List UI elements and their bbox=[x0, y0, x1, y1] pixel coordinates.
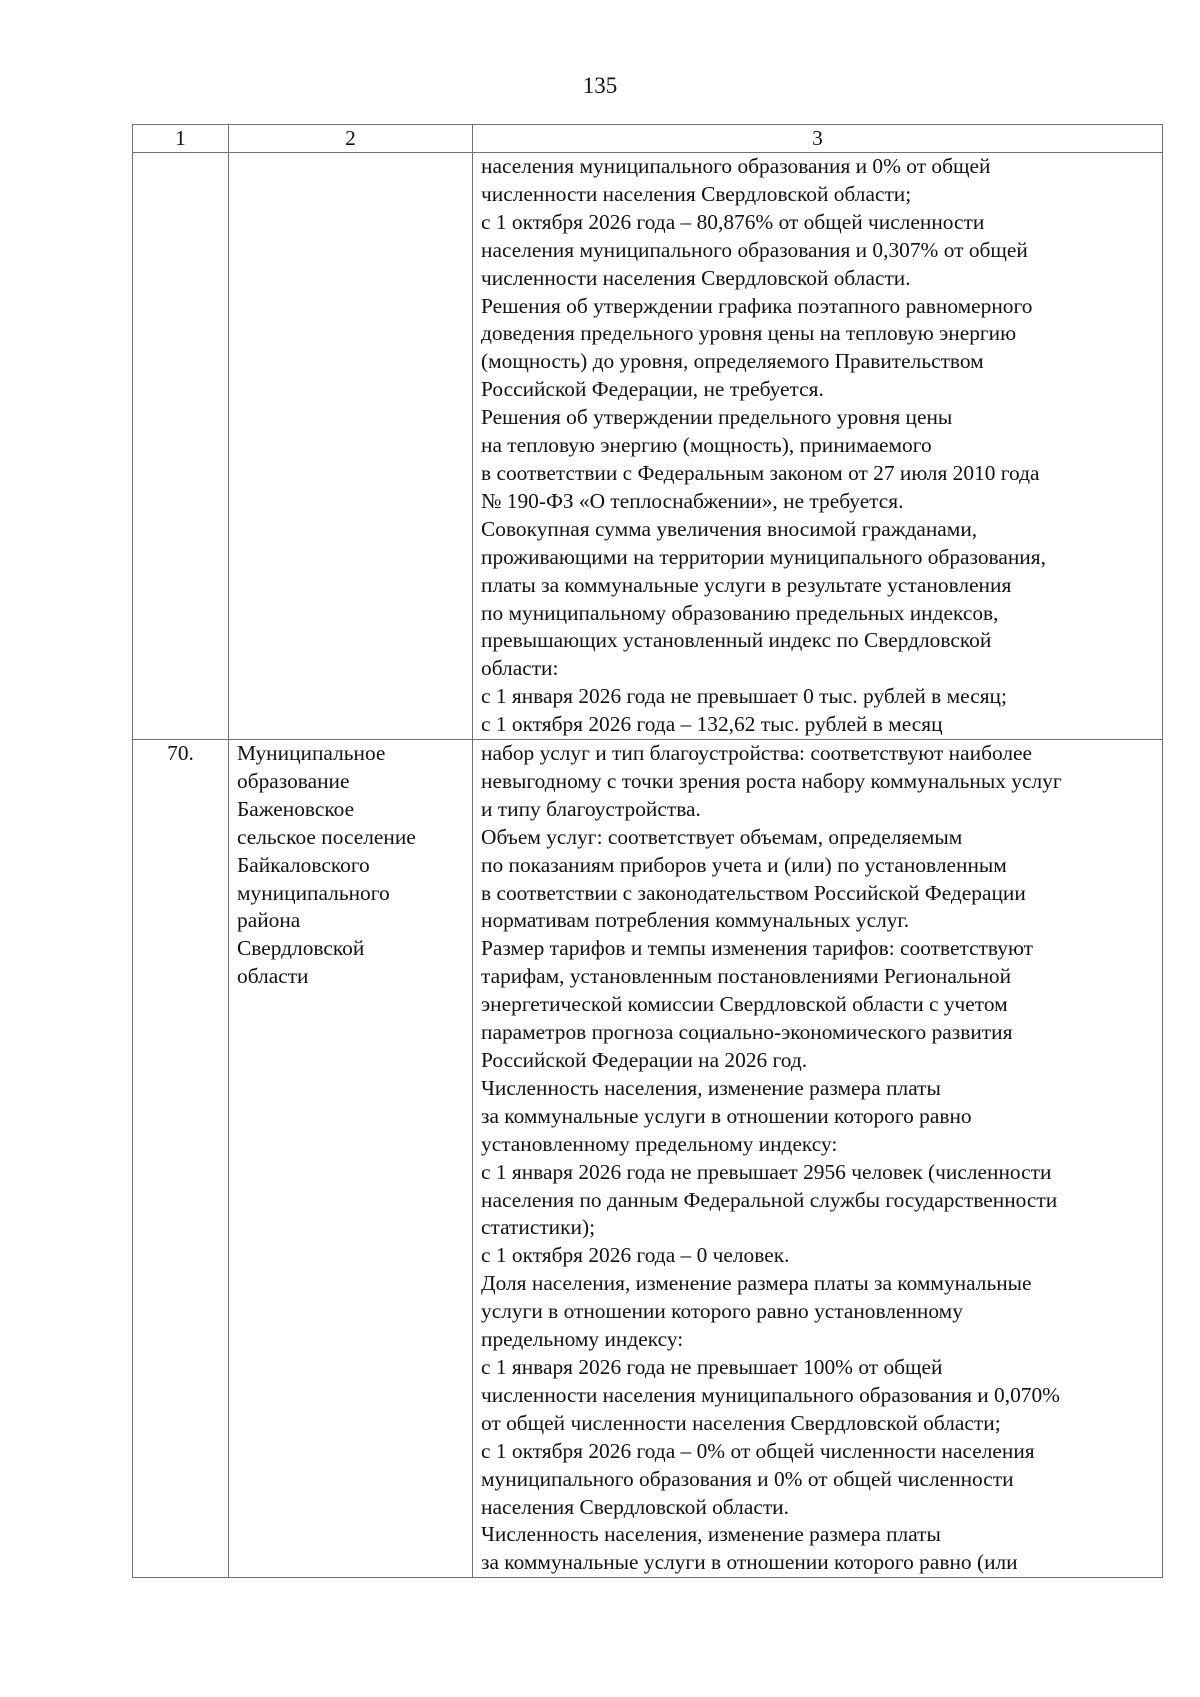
text-line: установленному предельному индексу: bbox=[481, 1131, 838, 1156]
text-line: численности населения муниципального образования и 0,070% bbox=[481, 1382, 1060, 1407]
row-content-cell bbox=[473, 153, 1163, 740]
text-line: доведения предельного уровня цены на тепловую энергию bbox=[481, 321, 1017, 346]
document-table bbox=[132, 124, 1163, 1578]
page-number: 135 bbox=[582, 73, 618, 98]
text-line: нормативам потребления коммунальных услуг. bbox=[481, 908, 910, 933]
row-name-cell bbox=[229, 153, 473, 740]
text-line: населения муниципального образования и 0% от общей bbox=[481, 154, 991, 178]
text-line: невыгодному с точки зрения роста набору коммунальных услуг bbox=[481, 768, 1062, 793]
text-line: Совокупная сумма увеличения вносимой гражданами, bbox=[481, 516, 978, 541]
row-content-cell bbox=[473, 740, 1163, 1578]
text-line: платы за коммунальные услуги в результате установления bbox=[481, 572, 1012, 597]
text-line: от общей численности населения Свердловской области; bbox=[481, 1410, 1001, 1435]
text-line: и типу благоустройства. bbox=[481, 796, 701, 821]
column-header-3: 3 bbox=[473, 125, 1163, 153]
column-header-1: 1 bbox=[133, 125, 229, 153]
text-line: Решения об утверждении предельного уровня цены bbox=[481, 405, 953, 430]
row-name-cell bbox=[229, 740, 473, 1578]
text-line: параметров прогноза социально-экономического развития bbox=[481, 1020, 1013, 1045]
row-number: 70. bbox=[167, 741, 194, 766]
municipality-name-line: Баженовское bbox=[237, 796, 355, 821]
table-row-70 bbox=[133, 740, 1163, 1578]
municipality-name-line: сельское поселение bbox=[237, 824, 416, 849]
table-row-continued bbox=[133, 153, 1163, 740]
text-line: за коммунальные услуги в отношении которого равно bbox=[481, 1103, 972, 1128]
text-line: Объем услуг: соответствует объемам, определяемым bbox=[481, 824, 963, 849]
text-line: Численность населения, изменение размера платы bbox=[481, 1075, 941, 1100]
text-line: с 1 января 2026 года не превышает 0 тыс. рублей в месяц; bbox=[481, 684, 1007, 709]
municipality-name-line: Байкаловского bbox=[237, 852, 370, 877]
text-line: с 1 октября 2026 года – 80,876% от общей численности bbox=[481, 209, 985, 234]
text-line: населения муниципального образования и 0,307% от общей bbox=[481, 237, 1028, 262]
municipality-name-line: Муниципальное bbox=[237, 741, 386, 766]
text-line: муниципального образования и 0% от общей численности bbox=[481, 1466, 1014, 1491]
municipality-name-line: Свердловской bbox=[237, 936, 365, 961]
text-line: численности населения Свердловской области. bbox=[481, 265, 911, 290]
column-header-2: 2 bbox=[229, 125, 473, 153]
text-line: превышающих установленный индекс по Свердловской bbox=[481, 628, 992, 653]
text-line: Российской Федерации, не требуется. bbox=[481, 377, 824, 402]
municipality-name-line: района bbox=[237, 908, 301, 933]
text-line: проживающими на территории муниципального образования, bbox=[481, 544, 1046, 569]
text-line: с 1 января 2026 года не превышает 2956 человек (численности bbox=[481, 1159, 1052, 1184]
municipality-name-line: области bbox=[237, 964, 309, 989]
text-line: набор услуг и тип благоустройства: соответствуют наиболее bbox=[481, 741, 1033, 766]
text-line: с 1 января 2026 года не превышает 100% от общей bbox=[481, 1354, 943, 1379]
text-line: в соответствии с Федеральным законом от 27 июля 2010 года bbox=[481, 460, 1040, 485]
text-line: в соответствии с законодательством Российской Федерации bbox=[481, 880, 1026, 905]
text-line: статистики); bbox=[481, 1215, 596, 1240]
text-line: Численность населения, изменение размера платы bbox=[481, 1522, 941, 1547]
text-line: населения Свердловской области. bbox=[481, 1494, 789, 1519]
row-number-cell bbox=[133, 153, 229, 740]
text-line: с 1 октября 2026 года – 0 человек. bbox=[481, 1243, 790, 1268]
text-line: Размер тарифов и темпы изменения тарифов: соответствуют bbox=[481, 936, 1034, 961]
text-line: Решения об утверждении графика поэтапного равномерного bbox=[481, 293, 1033, 318]
text-line: энергетической комиссии Свердловской области с учетом bbox=[481, 992, 1008, 1017]
text-line: (мощность) до уровня, определяемого Правительством bbox=[481, 349, 984, 374]
text-line: Доля населения, изменение размера платы за коммунальные bbox=[481, 1271, 1032, 1296]
text-line: за коммунальные услуги в отношении которого равно (или bbox=[481, 1550, 1018, 1575]
text-line: предельному индексу: bbox=[481, 1327, 684, 1352]
text-line: на тепловую энергию (мощность), принимаемого bbox=[481, 433, 932, 458]
municipality-name-line: муниципального bbox=[237, 880, 390, 905]
text-line: с 1 октября 2026 года – 132,62 тыс. рублей в месяц bbox=[481, 712, 943, 737]
text-line: по муниципальному образованию предельных индексов, bbox=[481, 600, 999, 625]
text-line: по показаниям приборов учета и (или) по установленным bbox=[481, 852, 1007, 877]
text-line: Российской Федерации на 2026 год. bbox=[481, 1048, 808, 1072]
table-header-row bbox=[133, 125, 1163, 153]
row-number-cell bbox=[133, 740, 229, 1578]
text-line: населения по данным Федеральной службы государственности bbox=[481, 1187, 1058, 1212]
text-line: области: bbox=[481, 656, 559, 681]
text-line: услуги в отношении которого равно установленному bbox=[481, 1299, 963, 1324]
text-line: тарифам, установленным постановлениями Региональной bbox=[481, 964, 1012, 989]
text-line: численности населения Свердловской области; bbox=[481, 181, 912, 206]
text-line: с 1 октября 2026 года – 0% от общей численности населения bbox=[481, 1438, 1035, 1463]
text-line: № 190-ФЗ «О теплоснабжении», не требуется. bbox=[481, 488, 904, 513]
municipality-name-line: образование bbox=[237, 768, 350, 793]
